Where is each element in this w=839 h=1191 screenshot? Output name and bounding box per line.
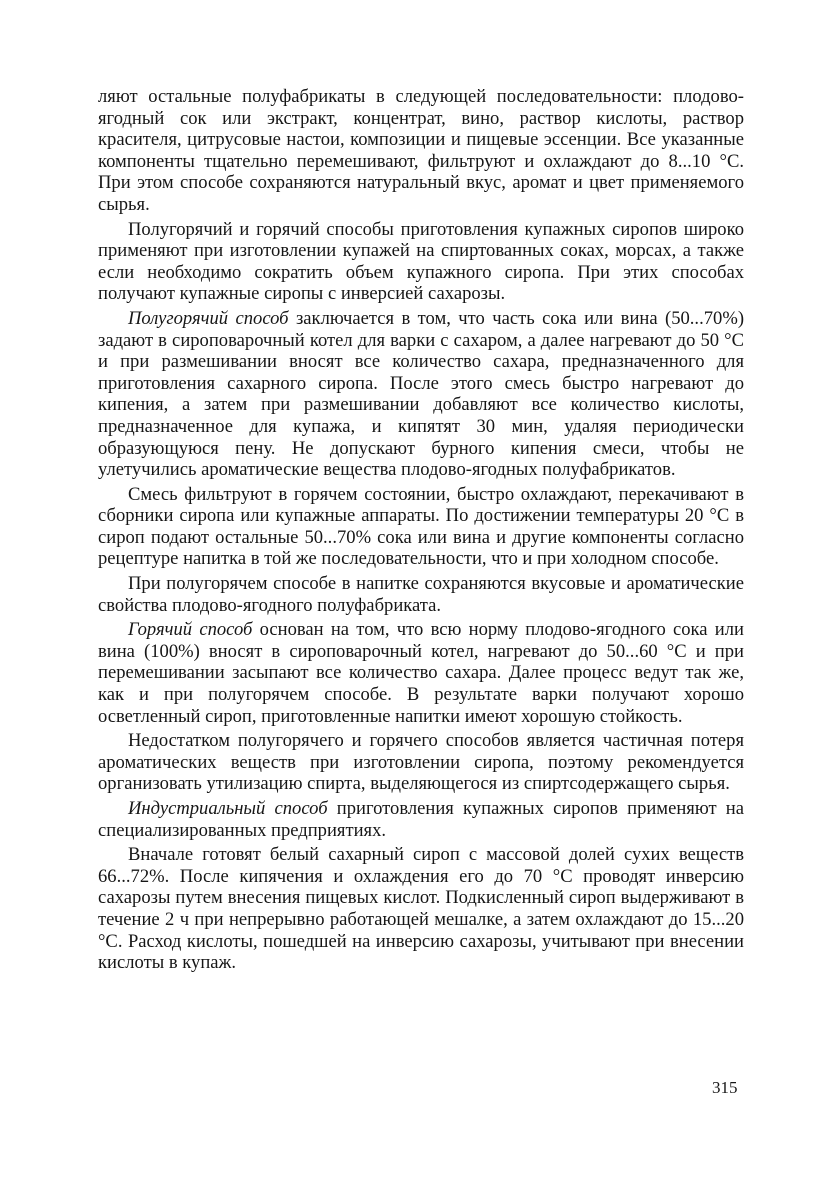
paragraph-filtering [98,484,744,570]
paragraph-industrial-method [98,798,744,841]
paragraph-lead-term: Горячий способ [128,619,253,641]
paragraph-text: Недостатком полугорячего и горячего способов является частичная потеря ароматических веществ при изготовлении сиропа, поэтому рекомендуется организовать утилизацию спирта, выделяющегося из спиртсодержащего сырья. [98,730,744,795]
paragraph-lead-term: Полугорячий способ [128,307,289,329]
paragraph-continuation [98,86,744,216]
paragraph-semi-hot-method [98,308,744,481]
paragraph-drawbacks [98,730,744,795]
paragraph-text: Вначале готовят белый сахарный сироп с массовой долей сухих веществ 66...72%. После кипячения и охлаждения его до 70 °С проводят инверсию сахарозы путем внесения пищевых кислот. Подкисленный сироп выдерживают в течение 2 ч при непрерывно работающей мешалке, а затем охлаждают до 15...20 °С. Расход кислоты, пошедшей на инверсию сахарозы, учитывают при внесении кислоты в купаж. [98,844,744,974]
paragraph-text: При полугорячем способе в напитке сохраняются вкусовые и ароматические свойства плодово-ягодного полуфабриката. [98,573,744,616]
paragraph-hot-method [98,619,744,727]
page-body [98,86,744,977]
paragraph-text: приготовления купажных сиропов применяют на специализированных предприятиях. [98,798,744,841]
paragraph-text: заключается в том, что часть сока или вина (50...70%) задают в сироповарочный котел для варки с сахаром, а далее нагревают до 50 °С и при размешивании вносят все количество сахара, предназначенного для приготовления сахарного сиропа. После этого смесь быстро нагревают до кипения, а затем при размешивании добавляют все количество кислоты, предназначенное для купажа, и кипятят 30 мин, удаляя периодически образующуюся пену. Не допускают бурного кипения смеси, чтобы не улетучились ароматические вещества плодово-ягодных полуфабрикатов. [98,307,745,481]
paragraph-text: Полугорячий и горячий способы приготовления купажных сиропов широко применяют при изготовлении купажей на спиртованных соках, морсах, а также если необходимо сократить объем купажного сиропа. При этих способах получают купажные сиропы с инверсией сахарозы. [98,218,744,305]
paragraph-white-syrup [98,844,744,974]
paragraph-text: основан на том, что всю норму плодово-ягодного сока или вина (100%) вносят в сироповарочный котел, нагревают до 50...60 °С и при перемешивании засыпают все количество сахара. Далее процесс ведут так же, как и при полугорячем способе. В результате варки получают хорошо осветленный сироп, приготовленные напитки имеют хорошую стойкость. [98,619,744,727]
paragraph-text: Смесь фильтруют в горячем состоянии, быстро охлаждают, перекачивают в сборники сиропа или купажные аппараты. По достижении температуры 20 °С в сироп подают остальные 50...70% сока или вина и другие компоненты согласно рецептуре напитка в той же последовательности, что и при холодном способе. [98,483,744,570]
paragraph-lead-term: Индустриальный способ [128,798,328,819]
paragraph-semi-hot-and-hot-methods [98,219,744,305]
paragraph-text: ляют остальные полуфабрикаты в следующей последовательности: плодово-ягодный сок или экстракт, концентрат, вино, раствор кислоты, раствор красителя, цитрусовые настои, композиции и пищевые эссенции. Все указанные компоненты тщательно перемешивают, фильтруют и охлаждают до 8...10 °С. При этом способе сохраняются натуральный вкус, аромат и цвет применяемого сырья. [98,86,744,215]
page-number: 315 [712,1078,738,1097]
paragraph-semi-hot-properties [98,573,744,616]
